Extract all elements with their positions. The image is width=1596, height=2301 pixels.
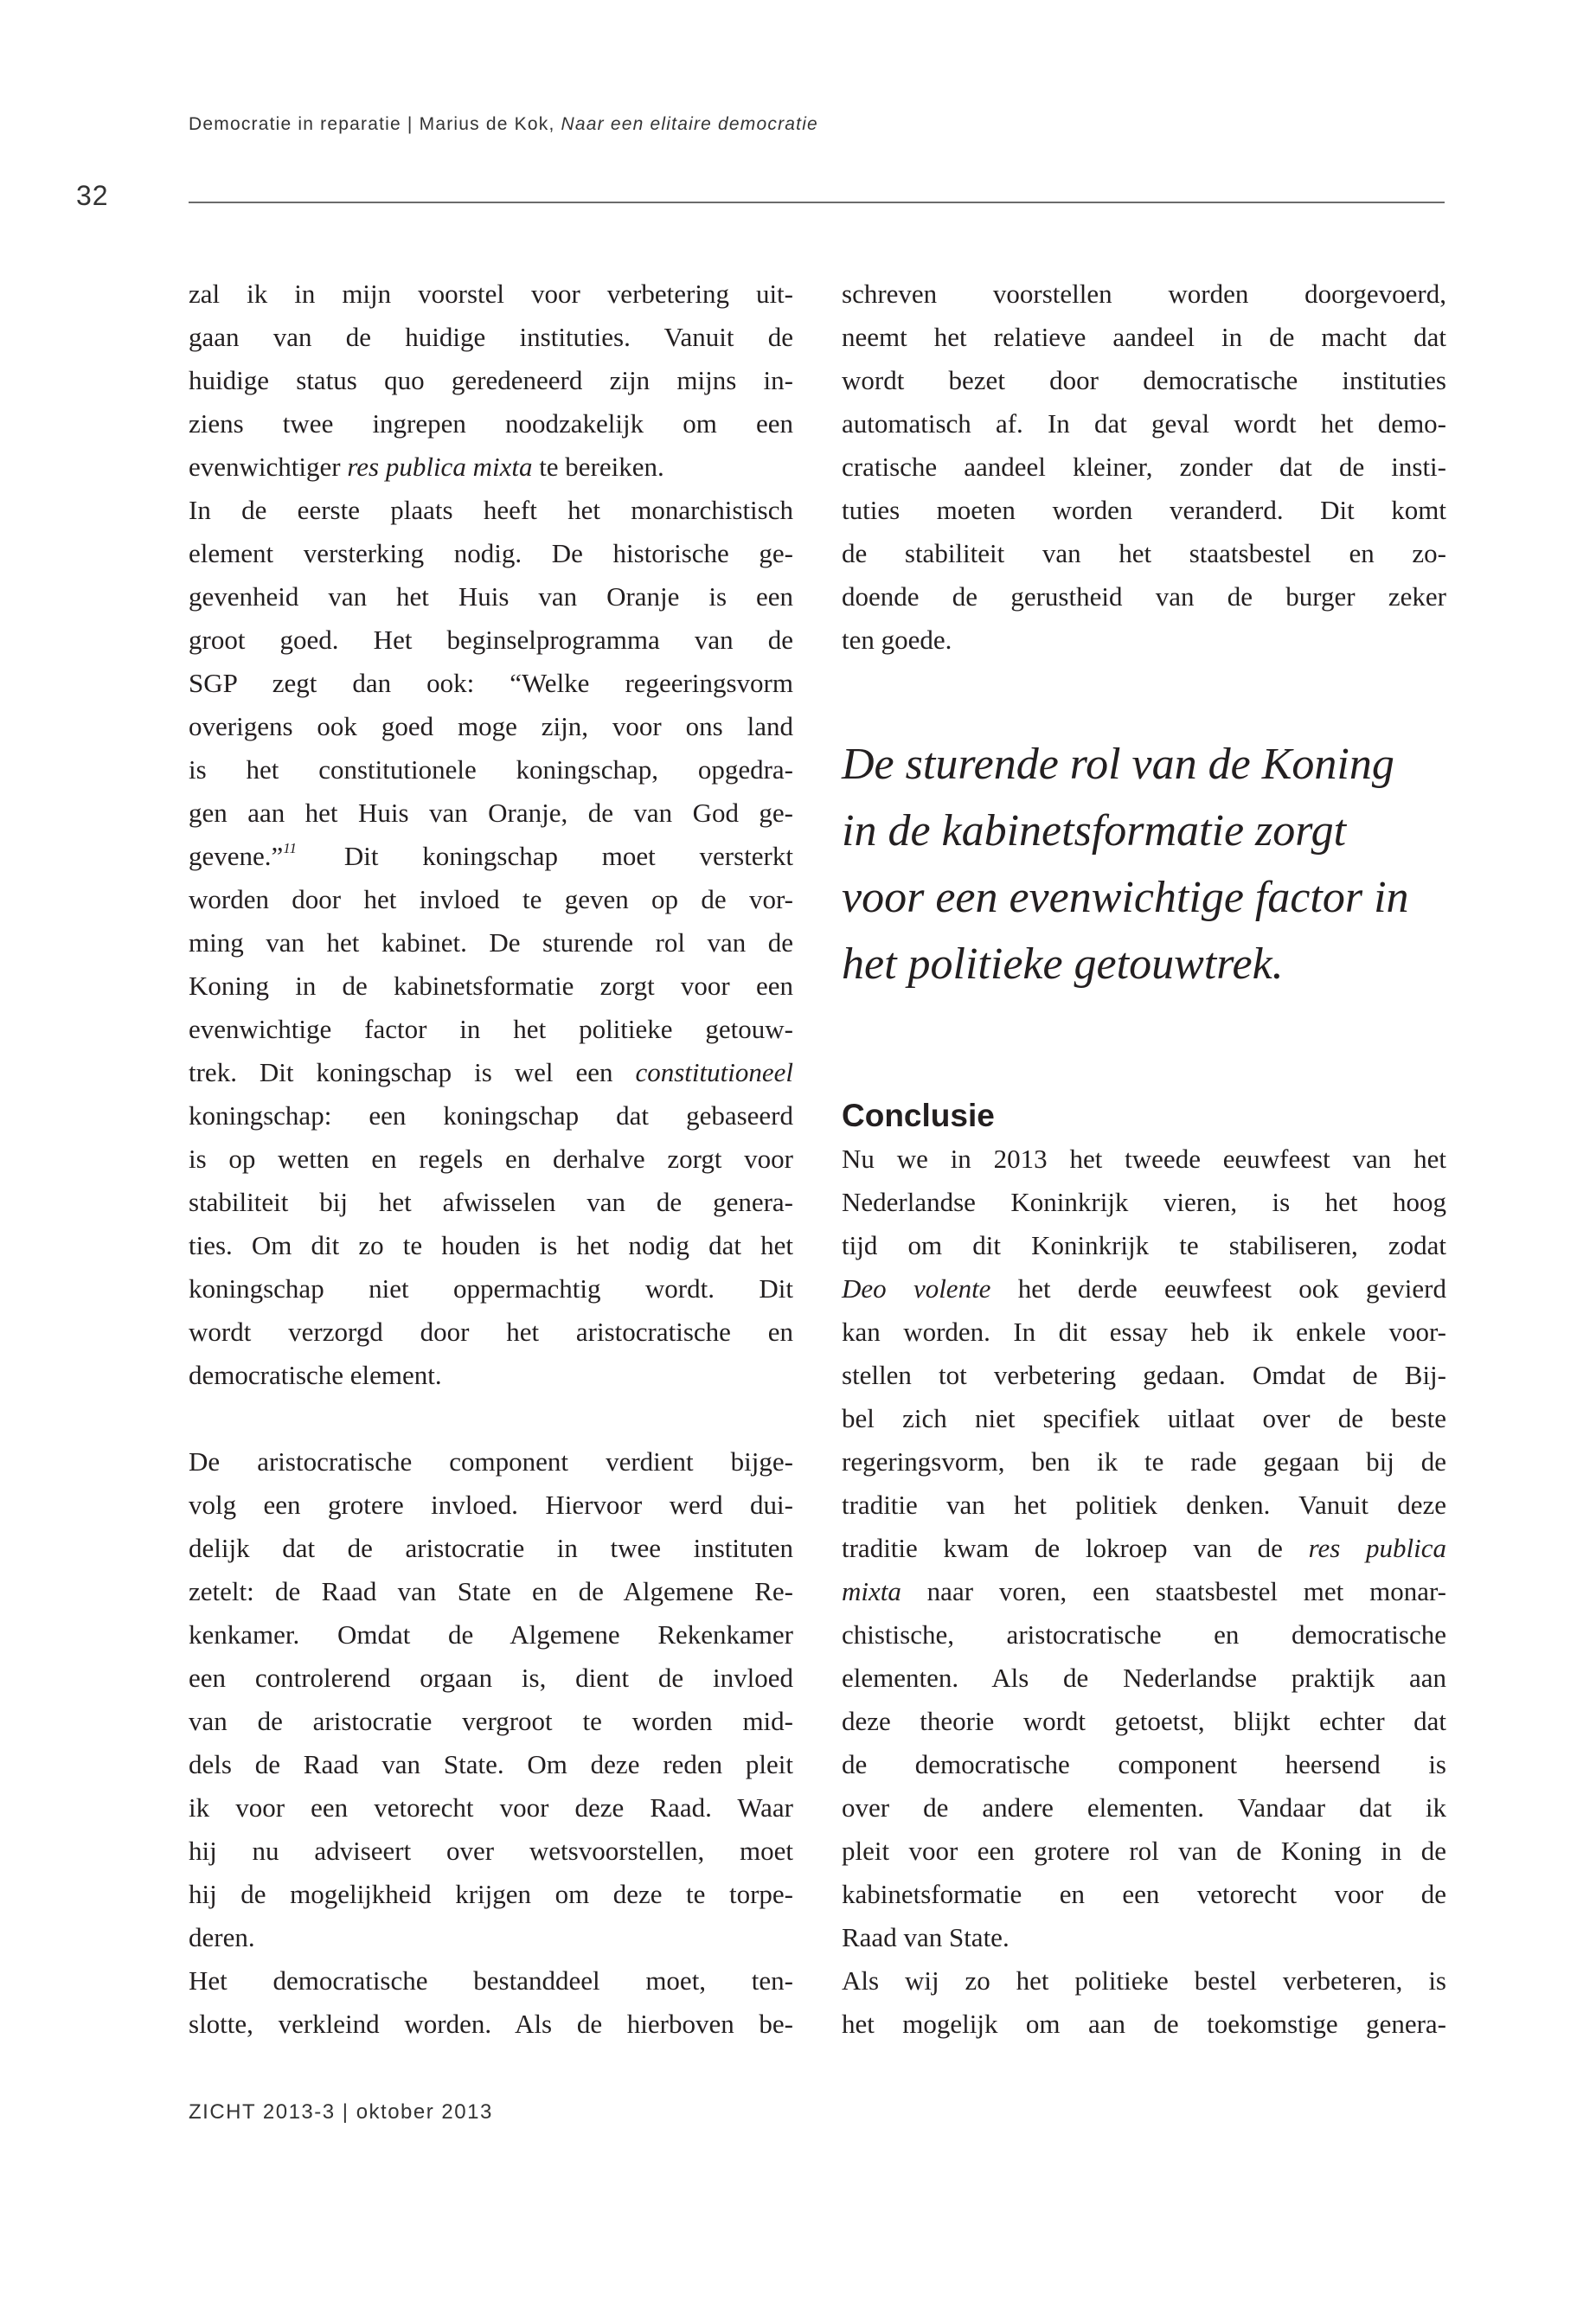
page-number: 32 — [76, 180, 109, 211]
article-title: Naar een elitaire democratie — [561, 114, 818, 134]
text-line — [189, 1051, 793, 1094]
text-segment: over de andere elementen. Vandaar dat ik — [842, 1792, 1446, 1823]
text-segment: traditie van het politiek denken. Vanuit deze — [842, 1490, 1446, 1520]
text-line — [842, 1873, 1446, 1916]
text-segment: worden door het invloed te geven op de vor- — [189, 884, 793, 914]
text-line — [189, 965, 793, 1008]
page-footer: ZICHT 2013-3 | oktober 2013 — [189, 2100, 493, 2124]
text-segment: kan worden. In dit essay heb ik enkele voor- — [842, 1317, 1446, 1347]
text-line — [189, 575, 793, 619]
text-line — [189, 1267, 793, 1311]
italic-text: mixta — [842, 1576, 901, 1606]
text-line — [189, 878, 793, 921]
text-line — [842, 1743, 1446, 1786]
left-column — [189, 272, 793, 2046]
text-segment: te bereiken. — [532, 452, 664, 482]
italic-text: res publica mixta — [347, 452, 533, 482]
text-segment: volg een grotere invloed. Hiervoor werd dui- — [189, 1490, 793, 1520]
text-line — [842, 1181, 1446, 1224]
text-segment: chistische, aristocratische en democratische — [842, 1619, 1446, 1650]
text-line — [842, 1527, 1446, 1570]
text-segment: een controlerend orgaan is, dient de invloed — [189, 1663, 793, 1693]
text-segment: hij de mogelijkheid krijgen om deze te torpe- — [189, 1879, 793, 1909]
text-line — [189, 1440, 793, 1484]
pull-quote-line: De sturende rol van de Koning — [842, 740, 1394, 789]
pull-quote-line: in de kabinetsformatie zorgt — [842, 806, 1347, 856]
text-segment: ties. Om dit zo te houden is het nodig dat het — [189, 1230, 793, 1260]
text-line — [842, 1397, 1446, 1440]
text-segment: kabinetsformatie en een vetorecht voor de — [842, 1879, 1446, 1909]
text-line — [842, 575, 1446, 619]
text-segment: de stabiliteit van het staatsbestel en zo- — [842, 538, 1446, 568]
text-line — [189, 445, 793, 489]
text-line — [189, 1311, 793, 1354]
text-segment: In de eerste plaats heeft het monarchistisch — [189, 495, 793, 525]
text-segment: Koning in de kabinetsformatie zorgt voor een — [189, 971, 793, 1001]
footnote-ref: 11 — [283, 840, 298, 856]
text-segment: het derde eeuwfeest ook gevierd — [990, 1273, 1447, 1304]
text-line — [189, 1873, 793, 1916]
running-header — [189, 114, 818, 135]
section-heading: Conclusie — [842, 1098, 995, 1133]
text-line — [189, 1181, 793, 1224]
text-segment: Raad van State. — [842, 1922, 1010, 1952]
text-line — [189, 1138, 793, 1181]
text-line — [842, 1570, 1446, 1613]
text-segment: neemt het relatieve aandeel in de macht dat — [842, 322, 1446, 352]
text-segment: Nederlandse Koninkrijk vieren, is het hoog — [842, 1187, 1446, 1217]
right-column-top — [842, 272, 1446, 662]
text-line — [842, 1440, 1446, 1484]
text-segment: koningschap: een koningschap dat gebaseerd — [189, 1100, 793, 1131]
text-line — [189, 316, 793, 359]
text-line — [189, 1354, 793, 1397]
text-segment: de democratische component heersend is — [842, 1749, 1446, 1779]
text-line — [189, 1224, 793, 1267]
text-segment: traditie kwam de lokroep van de — [842, 1533, 1309, 1563]
text-line — [842, 489, 1446, 532]
text-line — [189, 921, 793, 965]
text-line — [842, 532, 1446, 575]
text-segment: het mogelijk om aan de toekomstige genera- — [842, 2009, 1446, 2039]
publication-title: Democratie in reparatie — [189, 114, 401, 134]
text-line — [189, 1570, 793, 1613]
text-segment: kenkamer. Omdat de Algemene Rekenkamer — [189, 1619, 793, 1650]
text-segment: democratische element. — [189, 1360, 442, 1390]
text-segment: ziens twee ingrepen noodzakelijk om een — [189, 408, 793, 439]
text-segment: wordt bezet door democratische instituties — [842, 365, 1446, 395]
text-segment: element versterking nodig. De historische ge- — [189, 538, 793, 568]
text-line — [189, 489, 793, 532]
text-line — [842, 1657, 1446, 1700]
text-segment: hij nu adviseert over wetsvoorstellen, moet — [189, 1836, 793, 1866]
text-line — [842, 1224, 1446, 1267]
text-line — [189, 1916, 793, 1959]
text-line — [842, 316, 1446, 359]
text-segment: van de aristocratie vergroot te worden mid- — [189, 1706, 793, 1736]
text-line — [189, 1700, 793, 1743]
text-line — [189, 402, 793, 445]
text-line — [842, 1830, 1446, 1873]
text-line — [189, 1008, 793, 1051]
text-line — [189, 532, 793, 575]
text-segment: Dit koningschap moet versterkt — [300, 841, 793, 871]
text-line — [189, 792, 793, 835]
text-line — [842, 1700, 1446, 1743]
text-segment: cratische aandeel kleiner, zonder dat de insti- — [842, 452, 1446, 482]
text-line — [189, 359, 793, 402]
text-line — [842, 2003, 1446, 2046]
text-segment: slotte, verkleind worden. Als de hierboven be- — [189, 2009, 793, 2039]
text-line — [189, 1959, 793, 2003]
text-segment: is het constitutionele koningschap, opgedra- — [189, 754, 793, 785]
text-segment: schreven voorstellen worden doorgevoerd, — [842, 279, 1446, 309]
text-segment: evenwichtiger — [189, 452, 348, 482]
text-line — [842, 1786, 1446, 1830]
text-segment: gen aan het Huis van Oranje, de van God ge- — [189, 798, 793, 828]
text-segment: stellen tot verbetering gedaan. Omdat de Bij- — [842, 1360, 1446, 1390]
text-segment: doende de gerustheid van de burger zeker — [842, 581, 1446, 612]
text-line — [189, 1397, 793, 1440]
text-segment: deren. — [189, 1922, 255, 1952]
text-segment: delijk dat de aristocratie in twee instituten — [189, 1533, 793, 1563]
text-segment: ik voor een vetorecht voor deze Raad. Waar — [189, 1792, 793, 1823]
text-line — [842, 1354, 1446, 1397]
text-line — [189, 705, 793, 748]
text-line — [189, 1484, 793, 1527]
text-line — [189, 1743, 793, 1786]
text-line — [842, 619, 1446, 662]
text-line — [189, 1657, 793, 1700]
text-line — [189, 2003, 793, 2046]
text-segment: trek. Dit koningschap is wel een — [189, 1057, 636, 1087]
text-segment: bel zich niet specifiek uitlaat over de beste — [842, 1403, 1446, 1433]
text-segment: ming van het kabinet. De sturende rol van de — [189, 927, 793, 958]
italic-text: Deo volente — [842, 1273, 991, 1304]
pull-quote-line: het politieke getouwtrek. — [842, 939, 1284, 989]
text-segment: automatisch af. In dat geval wordt het demo- — [842, 408, 1446, 439]
text-line — [842, 1959, 1446, 2003]
text-line — [189, 748, 793, 792]
text-line — [842, 359, 1446, 402]
text-segment: tijd om dit Koninkrijk te stabiliseren, zodat — [842, 1230, 1446, 1260]
text-segment: tuties moeten worden veranderd. Dit komt — [842, 495, 1446, 525]
text-line — [189, 272, 793, 316]
pull-quote-line: voor een evenwichtige factor in — [842, 873, 1409, 922]
text-segment: huidige status quo geredeneerd zijn mijns in- — [189, 365, 793, 395]
text-segment: deze theorie wordt getoetst, blijkt echter dat — [842, 1706, 1446, 1736]
text-segment: zetelt: de Raad van State en de Algemene Re- — [189, 1576, 793, 1606]
text-segment: gaan van de huidige instituties. Vanuit de — [189, 322, 793, 352]
text-segment: wordt verzorgd door het aristocratische en — [189, 1317, 793, 1347]
text-segment: gevene.” — [189, 841, 284, 871]
pull-quote — [842, 731, 1447, 997]
text-segment: Het democratische bestanddeel moet, ten- — [189, 1965, 793, 1996]
text-segment: naar voren, een staatsbestel met monar- — [901, 1576, 1446, 1606]
text-segment: SGP zegt dan ook: “Welke regeeringsvorm — [189, 668, 793, 698]
text-line — [842, 402, 1446, 445]
text-line — [189, 1527, 793, 1570]
text-segment: groot goed. Het beginselprogramma van de — [189, 625, 793, 655]
text-segment: gevenheid van het Huis van Oranje is een — [189, 581, 793, 612]
text-line — [842, 445, 1446, 489]
header-rule — [189, 202, 1445, 203]
text-segment: elementen. Als de Nederlandse praktijk aan — [842, 1663, 1446, 1693]
italic-text: res publica — [1308, 1533, 1446, 1563]
text-line — [842, 1267, 1446, 1311]
text-line — [842, 1311, 1446, 1354]
text-line — [189, 835, 793, 878]
text-segment: Als wij zo het politieke bestel verbeteren, is — [842, 1965, 1446, 1996]
text-line — [189, 1094, 793, 1138]
text-segment: zal ik in mijn voorstel voor verbetering uit- — [189, 279, 793, 309]
text-segment: evenwichtige factor in het politieke getouw- — [189, 1014, 793, 1044]
text-line — [842, 1484, 1446, 1527]
text-segment: De aristocratische component verdient bijge- — [189, 1446, 793, 1477]
text-segment: regeringsvorm, ben ik te rade gegaan bij de — [842, 1446, 1446, 1477]
text-line — [842, 272, 1446, 316]
text-segment: Nu we in 2013 het tweede eeuwfeest van het — [842, 1144, 1446, 1174]
text-line — [189, 662, 793, 705]
text-segment: ten goede. — [842, 625, 952, 655]
italic-text: constitutioneel — [635, 1057, 793, 1087]
text-line — [189, 1786, 793, 1830]
right-column-bottom — [842, 1138, 1446, 2046]
header-separator: | — [407, 114, 413, 134]
author-name: Marius de Kok, — [419, 114, 555, 134]
text-segment: overigens ook goed moge zijn, voor ons land — [189, 711, 793, 741]
text-line — [189, 619, 793, 662]
text-line — [189, 1613, 793, 1657]
text-line — [842, 1138, 1446, 1181]
text-segment: pleit voor een grotere rol van de Koning in de — [842, 1836, 1446, 1866]
text-segment: stabiliteit bij het afwisselen van de genera- — [189, 1187, 793, 1217]
text-line — [189, 1830, 793, 1873]
text-line — [842, 1916, 1446, 1959]
text-segment: dels de Raad van State. Om deze reden pleit — [189, 1749, 793, 1779]
text-line — [842, 1613, 1446, 1657]
text-segment: is op wetten en regels en derhalve zorgt voor — [189, 1144, 793, 1174]
text-segment: koningschap niet oppermachtig wordt. Dit — [189, 1273, 793, 1304]
